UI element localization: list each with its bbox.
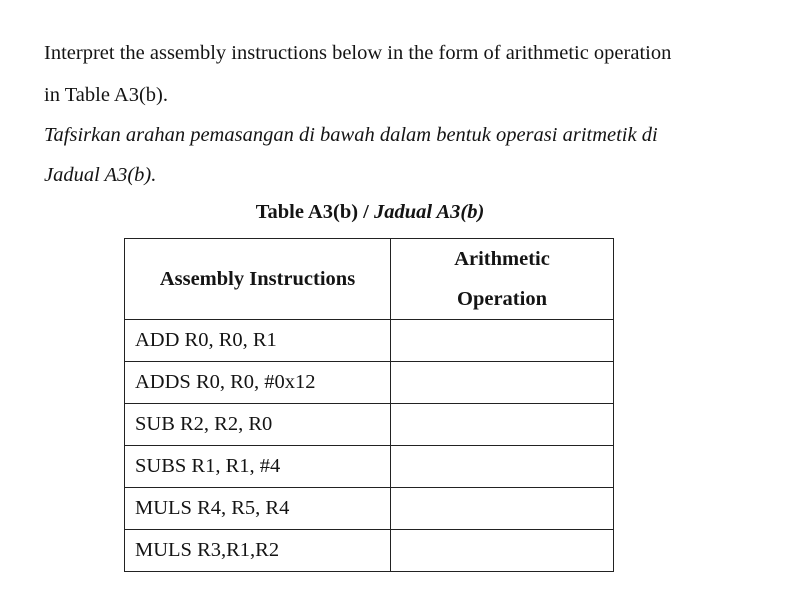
instruction-cell: ADDS R0, R0, #0x12 bbox=[125, 362, 391, 404]
operation-cell[interactable] bbox=[391, 362, 614, 404]
instruction-cell: MULS R4, R5, R4 bbox=[125, 488, 391, 530]
header-arithmetic-operation-line2: Operation bbox=[457, 288, 547, 310]
table-caption-malay: Jadual A3(b) bbox=[374, 201, 485, 223]
table-caption-separator: / bbox=[358, 201, 374, 223]
question-text-malay-line2: Jadual A3(b). bbox=[44, 164, 157, 186]
table-row bbox=[125, 404, 614, 446]
table-row bbox=[125, 446, 614, 488]
operation-cell[interactable] bbox=[391, 488, 614, 530]
table-row bbox=[125, 488, 614, 530]
operation-cell[interactable] bbox=[391, 320, 614, 362]
instruction-cell: MULS R3,R1,R2 bbox=[125, 530, 391, 572]
header-arithmetic-operation bbox=[391, 239, 614, 320]
instruction-cell: SUBS R1, R1, #4 bbox=[125, 446, 391, 488]
assembly-table bbox=[124, 238, 614, 572]
instruction-cell: ADD R0, R0, R1 bbox=[125, 320, 391, 362]
question-text-malay-line1: Tafsirkan arahan pemasangan di bawah dalam bentuk operasi aritmetik di bbox=[44, 124, 658, 146]
table-row bbox=[125, 530, 614, 572]
question-text-english-line1: Interpret the assembly instructions below in the form of arithmetic operation bbox=[44, 42, 672, 64]
table-row bbox=[125, 362, 614, 404]
table-header-row bbox=[125, 239, 614, 320]
table-caption bbox=[0, 201, 740, 224]
operation-cell[interactable] bbox=[391, 530, 614, 572]
operation-cell[interactable] bbox=[391, 404, 614, 446]
header-arithmetic-operation-line1: Arithmetic bbox=[454, 248, 550, 270]
table-row bbox=[125, 320, 614, 362]
table-caption-english: Table A3(b) bbox=[255, 201, 359, 223]
header-assembly-instructions: Assembly Instructions bbox=[125, 239, 391, 320]
question-text-english-line2: in Table A3(b). bbox=[44, 84, 169, 106]
instruction-cell: SUB R2, R2, R0 bbox=[125, 404, 391, 446]
operation-cell[interactable] bbox=[391, 446, 614, 488]
